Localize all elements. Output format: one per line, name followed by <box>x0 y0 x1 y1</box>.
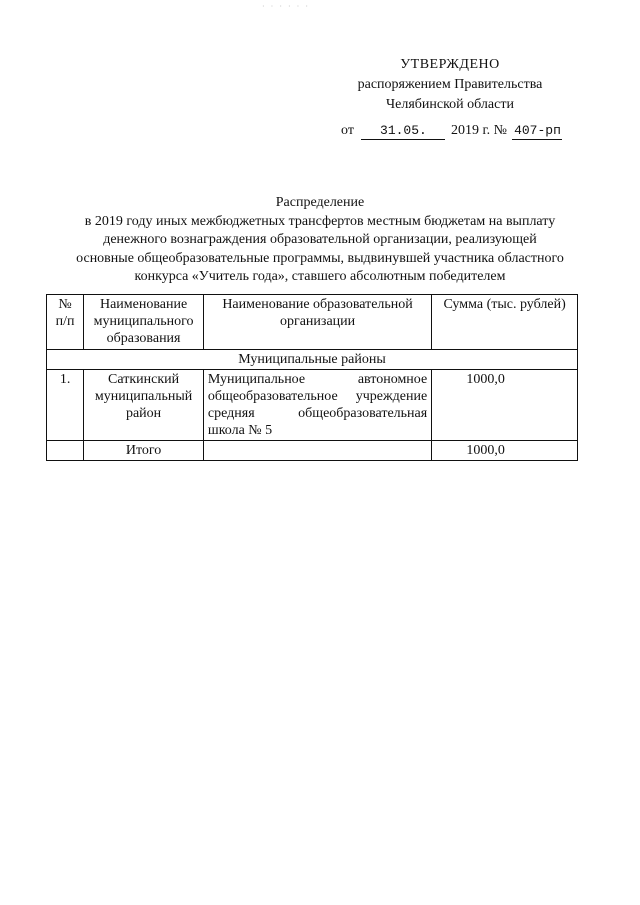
row-municipality: Саткинский муниципальный район <box>84 370 204 441</box>
heading-line-3: основные общеобразовательные программы, выдвинувшей участника областного <box>76 250 564 266</box>
approval-line-1: распоряжением Правительства <box>357 77 543 92</box>
scan-artifact: · · · · · · <box>262 2 310 11</box>
row-organization: Муниципальное автономное общеобразовательное учреждение средняя общеобразовательная школа № 5 <box>203 370 431 441</box>
heading-title: Распределение <box>275 195 365 210</box>
table-total-row <box>47 441 578 461</box>
approval-line-2: Челябинской области <box>386 97 514 112</box>
total-organization-empty <box>203 441 431 461</box>
approval-block <box>330 55 570 115</box>
total-num-empty <box>47 441 84 461</box>
header-amount: Сумма (тыс. рублей) <box>432 295 578 350</box>
document-heading <box>40 194 600 287</box>
row-num: 1. <box>47 370 84 441</box>
total-label: Итого <box>84 441 204 461</box>
distribution-table <box>46 294 578 461</box>
heading-line-1: в 2019 году иных межбюджетных трансфертов местным бюджетам на выплату <box>84 213 556 229</box>
table-row <box>47 370 578 441</box>
table-section-row <box>47 350 578 370</box>
heading-line-4: конкурса «Учитель года», ставшего абсолютным победителем <box>134 269 506 284</box>
total-amount: 1000,0 <box>432 441 578 461</box>
row-amount: 1000,0 <box>432 370 578 441</box>
heading-line-2: денежного вознаграждения образовательной организации, реализующей <box>103 232 537 247</box>
header-num: № п/п <box>47 295 84 350</box>
approval-title: УТВЕРЖДЕНО <box>400 57 500 72</box>
decree-reference <box>341 121 562 141</box>
header-municipality: Наименование муниципального образования <box>84 295 204 350</box>
decree-prefix: от <box>341 123 354 138</box>
header-organization: Наименование образовательной организации <box>203 295 431 350</box>
decree-year: 2019 г. № <box>450 123 507 138</box>
decree-number: 407-рп <box>514 123 561 138</box>
section-label: Муниципальные районы <box>47 350 578 370</box>
table-header-row <box>47 295 578 350</box>
decree-date: 31.05. <box>361 123 445 140</box>
